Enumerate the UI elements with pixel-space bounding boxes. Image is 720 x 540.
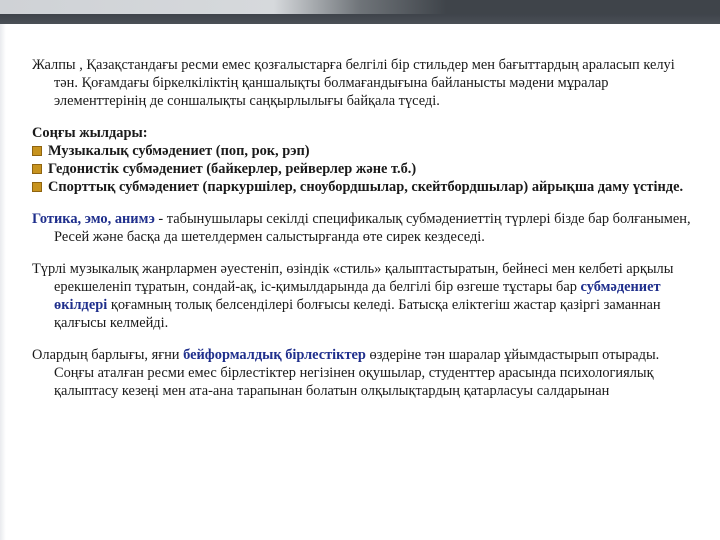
header-band [0,14,720,24]
list-heading: Соңғы жылдары: [32,125,148,141]
list-item [32,160,698,178]
highlight-term: бейформалдық бірлестіктер [183,347,366,363]
square-bullet-icon [32,164,42,174]
slide-body [32,56,698,400]
paragraph-text: Олардың барлығы, яғни [32,347,184,363]
highlight-term: Готика, эмо, анимэ [32,211,155,227]
list-item-text: Музыкалық субмәдениет (поп, рок, рэп) [48,143,310,159]
header-bar [0,0,720,14]
paragraph-subculture [32,260,698,332]
left-edge-decoration [0,24,6,540]
list-item-text: Гедонистік субмәдениет (байкерлер, рейверлер және т.б.) [48,161,417,177]
paragraph-intro: Жалпы , Қазақстандағы ресми емес қозғалыстарға белгілі бір стильдер мен бағыттардың араласып келуі тән. Қоғамдағы біркелкіліктің қаншалықты болмағандығына байланысты мәдени мұралар элементтерінің де соншалықты саңқырлылығы байқала түседі. [32,57,675,109]
paragraph-text: өздеріне тән шаралар ұйымдастырып отырады. Соңғы аталған ресми емес бірлестіктер негізінен оқушылар, студенттер арасында психологиялық қалыптасу кезеңі мен ата-ана тарапынан болатын олқылықтардың қатарласуы салдарынан [54,347,660,399]
highlight-term: субмәдениет өкілдері [54,279,661,313]
paragraph-informal [32,346,698,400]
paragraph-gothic [32,210,698,246]
list-item [32,142,698,160]
list-item-text: Спорттық субмәдениет (паркуршілер, сноубордшылар, скейтбордшылар) айрықша даму үстінде. [48,179,684,195]
paragraph-text: - табынушылары секілді спецификалық субмәдениеттің түрлері бізде бар болғанымен, Ресей және басқа да шетелдермен салыстырғанда өте сирек кездеседі. [54,211,691,245]
square-bullet-icon [32,146,42,156]
paragraph-text: Түрлі музыкалық жанрлармен әуестеніп, өзіндік «стиль» қалыптастыратын, бейнесі мен келбеті арқылы ерекшеленіп тұратын, сондай-ақ, іс-қимылдарында да белгілі бір өзгеше тұстары бар [32,261,674,295]
paragraph-text: қоғамның толық белсенділері болғысы келеді. Батысқа еліктегіш жастар қазіргі заманнан қалғысы келмейді. [54,297,661,331]
square-bullet-icon [32,182,42,192]
list-item [32,178,698,196]
